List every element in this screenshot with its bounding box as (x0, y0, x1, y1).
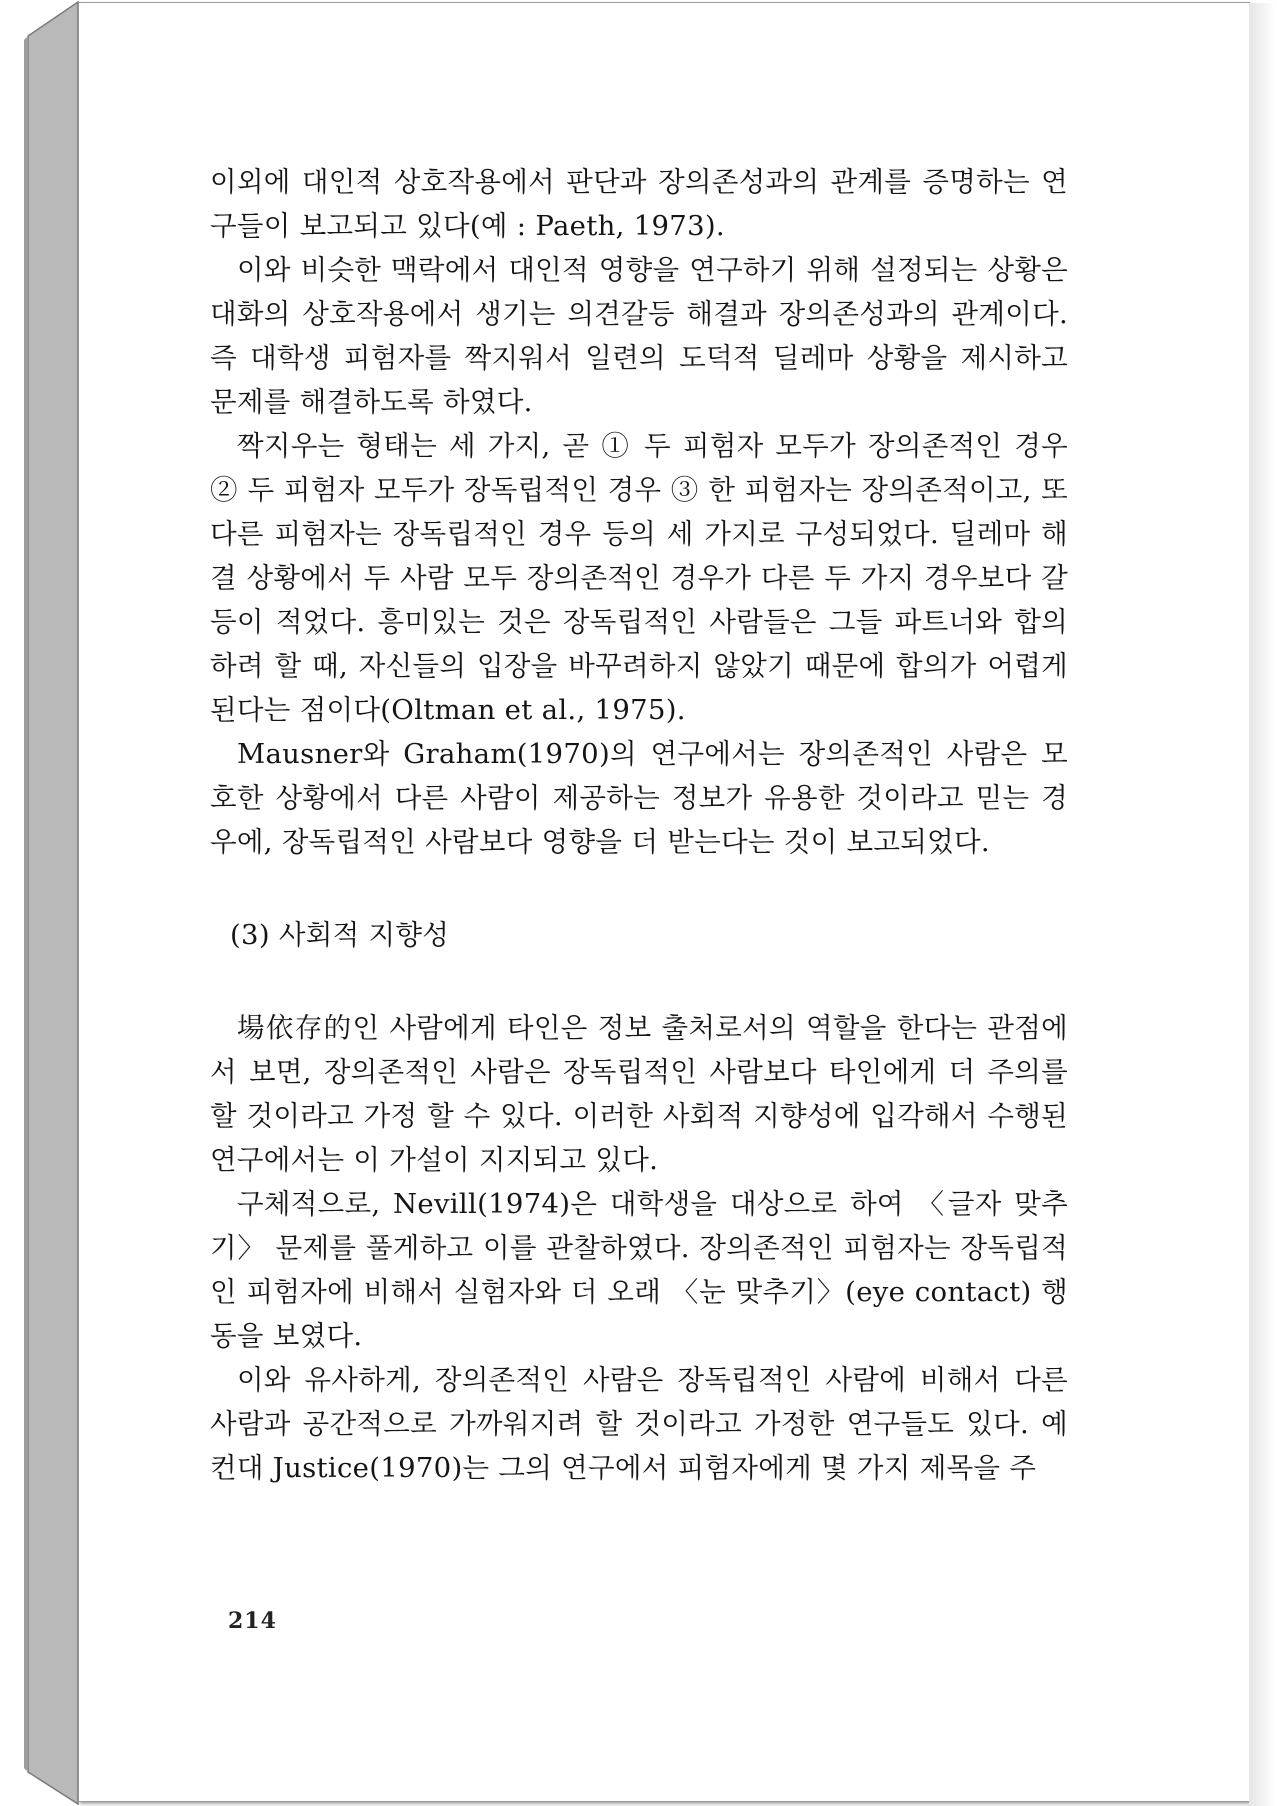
paragraph-5: 場依存的인 사람에게 타인은 정보 출처로서의 역할을 한다는 관점에서 보면, 장의존적인 사람은 장독립적인 사람보다 타인에게 더 주의를 할 것이라고 가정 할 수 있다. 이러한 사회적 지향성에 입각해서 수행된 연구에서는 이 가설이 지지되고 있다. (210, 1012, 1068, 1176)
book-spine (0, 0, 80, 1806)
page-body (210, 160, 1068, 1490)
paragraph-4: Mausner와 Graham(1970)의 연구에서는 장의존적인 사람은 모호한 상황에서 다른 사람이 제공하는 정보가 유용한 것이라고 믿는 경우에, 장독립적인 사람보다 영향을 더 받는다는 것이 보고되었다. (210, 738, 1068, 858)
page-edge-shade (1249, 3, 1276, 1806)
paragraph-2: 이와 비슷한 맥락에서 대인적 영향을 연구하기 위해 설정되는 상황은 대화의 상호작용에서 생기는 의견갈등 해결과 장의존성과의 관계이다. 즉 대학생 피험자를 짝지워서 일련의 도덕적 딜레마 상황을 제시하고 문제를 해결하도록 하였다. (210, 254, 1068, 418)
paragraph-1: 이외에 대인적 상호작용에서 판단과 장의존성과의 관계를 증명하는 연구들이 보고되고 있다(예 : Paeth, 1973). (210, 166, 1068, 242)
paragraph-7: 이와 유사하게, 장의존적인 사람은 장독립적인 사람에 비해서 다른 사람과 공간적으로 가까워지려 할 것이라고 가정한 연구들도 있다. 예컨대 Justice(1970)는 그의 연구에서 피험자에게 몇 가지 제목을 주 (210, 1364, 1068, 1484)
paragraph-3: 짝지우는 형태는 세 가지, 곧 ① 두 피험자 모두가 장의존적인 경우 ② 두 피험자 모두가 장독립적인 경우 ③ 한 피험자는 장의존적이고, 또 다른 피험자는 장독립적인 경우 등의 세 가지로 구성되었다. 딜레마 해결 상황에서 두 사람 모두 장의존적인 경우가 다른 두 가지 경우보다 갈등이 적었다. 흥미있는 것은 장독립적인 사람들은 그들 파트너와 합의하려 할 때, 자신들의 입장을 바꾸려하지 않았기 때문에 합의가 어렵게 된다는 점이다(Oltman et al., 1975). (210, 430, 1068, 726)
section-heading: (3) 사회적 지향성 (230, 919, 450, 951)
page-number: 214 (228, 1608, 277, 1634)
paragraph-6: 구체적으로, Nevill(1974)은 대학생을 대상으로 하여 〈글자 맞추기〉 문제를 풀게하고 이를 관찰하였다. 장의존적인 피험자는 장독립적인 피험자에 비해서 실험자와 더 오래 〈눈 맞추기〉(eye contact) 행동을 보였다. (210, 1188, 1068, 1352)
